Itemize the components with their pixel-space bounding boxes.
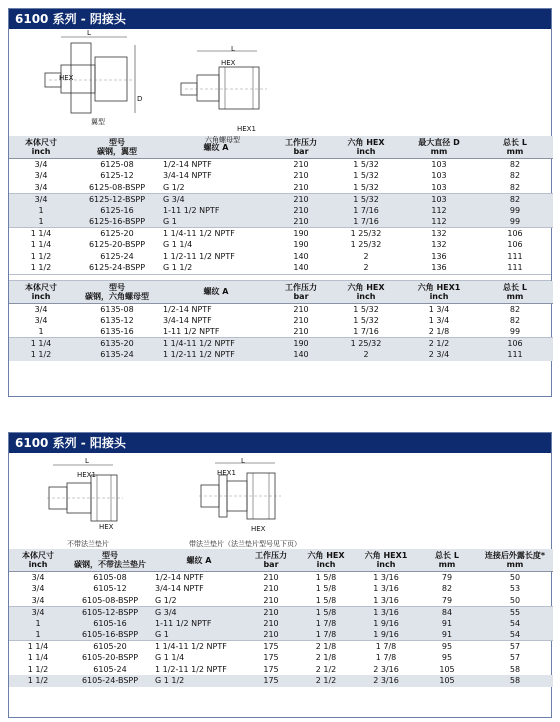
column-header-line: bar	[263, 560, 279, 569]
table-cell: 112	[401, 205, 477, 217]
table-row	[9, 228, 553, 240]
table-cell: 3/4-14 NPTF	[155, 584, 204, 594]
table-row	[9, 303, 553, 315]
table-cell: 1 5/32	[353, 304, 379, 314]
table-cell: 1 1/4	[9, 228, 73, 240]
table-cell: 6105-12	[93, 584, 127, 594]
table-cell: 99	[477, 216, 553, 228]
table-cell: 1 9/16	[355, 629, 417, 641]
table-cell: 6125-24	[100, 251, 134, 261]
table-cell: 1 1/4-11 1/2 NPTF	[153, 641, 245, 653]
table-cell: 2	[363, 263, 369, 273]
hex1-label: HEX1	[77, 471, 96, 479]
table-cell: 54	[477, 629, 553, 641]
table-cell: 210	[263, 584, 279, 594]
column-header-line: inch	[356, 291, 376, 301]
table-row	[9, 349, 553, 361]
table-cell: 136	[431, 251, 447, 261]
table-cell: 6135-12	[100, 315, 134, 325]
table-cell: 3/4	[9, 606, 67, 618]
table-cell: 132	[401, 228, 477, 240]
column-header	[331, 281, 401, 304]
table-cell: 3/4	[34, 182, 48, 192]
l-label: L	[241, 457, 245, 465]
column-header-line: 总长 L	[435, 551, 459, 560]
table-cell: 1 5/8	[297, 606, 355, 618]
table-cell: 1 5/32	[353, 171, 379, 181]
table-cell: 82	[441, 584, 453, 594]
column-header	[9, 549, 67, 572]
column-header-line: 碳钢，翼型	[97, 147, 137, 156]
column-header-line: 碳钢，六角螺母型	[85, 291, 149, 301]
table-cell: 6135-24	[73, 349, 161, 361]
table-cell: 91	[417, 618, 477, 630]
table-cell: 3/4	[31, 595, 45, 605]
column-header	[417, 549, 477, 572]
table-cell: 58	[509, 664, 521, 674]
table-cell: 6105-16-BSPP	[67, 629, 153, 641]
table-cell: 210	[245, 618, 297, 630]
table-cell: 175	[245, 641, 297, 653]
table-row	[9, 216, 553, 228]
wing-type-caption: 翼型	[91, 118, 105, 126]
table-cell: 3/4	[31, 584, 45, 594]
table-cell: 1 1/4	[9, 338, 73, 350]
table-cell: 1 1/2	[9, 349, 73, 361]
table-cell: 210	[293, 315, 309, 325]
table-cell: 1 3/16	[373, 595, 399, 605]
column-header	[153, 549, 245, 572]
column-header-line: 本体尺寸	[22, 551, 54, 560]
table-cell: 54	[477, 618, 553, 630]
table-row	[9, 338, 553, 350]
column-header	[161, 281, 271, 304]
column-header-line: 碳钢，不带法兰垫片	[74, 560, 146, 569]
female-coupler-panel	[8, 8, 552, 397]
table-row	[9, 572, 553, 584]
column-header	[9, 136, 73, 159]
table-cell: 1-11 1/2 NPTF	[161, 205, 271, 217]
table-cell: 1	[38, 327, 44, 336]
column-header-line: inch	[356, 147, 376, 156]
table-cell: 210	[263, 595, 279, 605]
table-cell: 1 1/2-11 1/2 NPTF	[163, 251, 235, 261]
column-header-line: inch	[31, 291, 51, 301]
table-cell: 1 7/8	[297, 618, 355, 630]
table-cell: 6125-12	[100, 171, 134, 181]
column-header	[331, 136, 401, 159]
column-header-line: 总长 L	[503, 282, 527, 292]
column-header	[477, 136, 553, 159]
column-header	[73, 136, 161, 159]
wing-type-table	[9, 136, 553, 274]
table-cell: 1 1/2	[9, 675, 67, 687]
column-header-line: mm	[438, 560, 456, 569]
section-title: 6100 系列 - 阳接头	[9, 433, 551, 453]
diagram-area	[9, 453, 551, 549]
table-cell: G 1	[153, 629, 245, 641]
table-cell: 210	[245, 606, 297, 618]
table-cell: 106	[507, 240, 523, 250]
hex1-label: HEX1	[237, 125, 256, 133]
table-cell: 1 1/4	[27, 653, 49, 663]
column-header-line: 本体尺寸	[25, 282, 57, 292]
table-cell: 2 3/4	[401, 349, 477, 361]
table-cell: 1	[9, 205, 73, 217]
table-cell: 2	[331, 349, 401, 361]
table-cell: 82	[509, 182, 521, 192]
table-cell: 1 1/2	[30, 263, 52, 273]
table-row	[9, 205, 553, 217]
table-cell: 82	[509, 304, 521, 314]
column-header-line: 六角 HEX	[347, 282, 385, 292]
table-cell: 1 5/32	[353, 182, 379, 192]
table-cell: G 3/4	[153, 606, 245, 618]
table-cell: 82	[509, 160, 521, 169]
table-cell: 6105-08	[93, 573, 127, 582]
table-cell: 1-11 1/2 NPTF	[153, 618, 245, 630]
table-row	[9, 595, 553, 607]
table-cell: 190	[271, 228, 331, 240]
table-cell: 140	[271, 349, 331, 361]
table-cell: 1 5/8	[315, 584, 337, 594]
table-cell: 1 7/8	[375, 653, 397, 663]
table-cell: G 1 1/2	[163, 263, 193, 273]
column-header	[477, 549, 553, 572]
table-cell: 82	[509, 171, 521, 181]
l-label: L	[85, 457, 89, 465]
table-cell: G 1/2	[163, 182, 185, 192]
column-header-line: inch	[376, 560, 396, 569]
column-header-line: 型号	[109, 282, 125, 292]
hex-label: HEX	[99, 523, 114, 531]
table-cell: 6135-16	[100, 327, 134, 336]
hex-nut-type-caption: 六角螺母型	[205, 136, 240, 144]
column-header-line: inch	[31, 147, 51, 156]
table-row	[9, 629, 553, 641]
table-cell: 105	[417, 675, 477, 687]
table-cell: 99	[509, 327, 521, 336]
table-cell: 210	[271, 216, 331, 228]
table-cell: 1 5/8	[315, 595, 337, 605]
table-cell: 210	[293, 160, 309, 169]
column-header-line: 连接后外露长度*	[484, 551, 546, 560]
table-cell: 2 1/8	[297, 641, 355, 653]
table-cell: G 1/2	[155, 595, 177, 605]
table-cell: 84	[417, 606, 477, 618]
table-cell: 1/2-14 NPTF	[163, 304, 212, 314]
table-cell: 57	[477, 641, 553, 653]
table-cell: 1 1/4	[30, 240, 52, 250]
wing-type-diagram	[39, 31, 149, 126]
table-cell: 1 3/16	[373, 573, 399, 582]
column-header	[401, 136, 477, 159]
column-header	[297, 549, 355, 572]
table-cell: 1 5/32	[353, 315, 379, 325]
table-cell: 6125-20-BSPP	[88, 240, 146, 250]
table-cell: 3/4	[34, 160, 48, 169]
column-header-line: mm	[506, 147, 524, 156]
table-cell: 2 3/16	[373, 664, 399, 674]
table-cell: 103	[431, 182, 447, 192]
table-row	[9, 251, 553, 263]
table-row	[9, 239, 553, 251]
table-cell: G 1 1/4	[155, 653, 185, 663]
column-header-line: 工作压力	[255, 551, 287, 560]
table-cell: 6105-16	[67, 618, 153, 630]
column-header	[477, 281, 553, 304]
table-cell: 175	[263, 653, 279, 663]
table-cell: 58	[477, 675, 553, 687]
table-cell: 6125-16	[73, 205, 161, 217]
table-cell: 210	[263, 573, 279, 582]
table-cell: 50	[509, 595, 521, 605]
l-label: L	[87, 29, 91, 37]
column-header-line: 螺纹 A	[203, 287, 229, 296]
table-row	[9, 606, 553, 618]
table-cell: 6105-20-BSPP	[81, 653, 139, 663]
column-header-line: mm	[506, 291, 524, 301]
table-cell: 1 25/32	[350, 240, 382, 250]
table-cell: 6105-24	[93, 664, 127, 674]
column-header	[67, 549, 153, 572]
column-header-line: inch	[28, 560, 48, 569]
table-row	[9, 193, 553, 205]
table-cell: 6125-12-BSPP	[73, 193, 161, 205]
table-cell: 1 3/4	[428, 304, 450, 314]
table-cell: 1 3/4	[428, 315, 450, 325]
table-cell: 210	[271, 205, 331, 217]
column-header-line: 六角 HEX	[347, 138, 385, 147]
table-cell: G 1	[161, 216, 271, 228]
table-cell: 6125-20	[73, 228, 161, 240]
table-cell: 6135-20	[73, 338, 161, 350]
with-flange-diagram	[195, 459, 285, 531]
hex-nut-type-table	[9, 281, 553, 361]
table-cell: 210	[293, 171, 309, 181]
column-header	[245, 549, 297, 572]
table-cell: 50	[509, 573, 521, 582]
column-header	[271, 281, 331, 304]
column-header-line: 型号	[102, 551, 118, 560]
table-cell: 190	[293, 240, 309, 250]
table-cell: 190	[271, 338, 331, 350]
column-header	[401, 281, 477, 304]
without-flange-caption: 不带法兰垫片	[67, 540, 109, 548]
male-coupler-table	[9, 549, 553, 687]
table-cell: 175	[245, 675, 297, 687]
table-cell: 1 5/8	[315, 573, 337, 582]
table-cell: 1 25/32	[331, 228, 401, 240]
table-cell: 175	[263, 664, 279, 674]
column-header-line: 六角 HEX1	[364, 551, 408, 560]
table-cell: 2 1/2	[315, 664, 337, 674]
table-cell: 106	[477, 228, 553, 240]
table-cell: 1/2-14 NPTF	[163, 160, 212, 169]
table-cell: 95	[417, 641, 477, 653]
column-header-line: 最大直径 D	[418, 138, 460, 147]
table-row	[9, 641, 553, 653]
table-row	[9, 262, 553, 274]
column-header	[73, 281, 161, 304]
table-cell: 3/4	[34, 304, 48, 314]
table-row	[9, 675, 553, 687]
table-cell: 1 1/4-11 1/2 NPTF	[161, 228, 271, 240]
table-cell: 6135-08	[100, 304, 134, 314]
table-cell: 106	[477, 338, 553, 350]
table-cell: 1 9/16	[355, 618, 417, 630]
table-cell: 111	[507, 251, 523, 261]
table-row	[9, 170, 553, 182]
column-header-line: 六角 HEX	[307, 551, 345, 560]
column-header	[271, 136, 331, 159]
column-header-line: 总长 L	[503, 138, 527, 147]
table-cell: 79	[441, 573, 453, 582]
table-cell: 95	[441, 653, 453, 663]
table-cell: 1 1/2-11 1/2 NPTF	[161, 349, 271, 361]
table-cell: 1 5/32	[353, 160, 379, 169]
hex-label: HEX	[221, 59, 236, 67]
column-header-line: 螺纹 A	[203, 142, 229, 152]
table-cell: 3/4	[9, 193, 73, 205]
table-row	[9, 326, 553, 338]
column-header-line: 工作压力	[285, 282, 317, 292]
table-cell: 1 7/16	[353, 327, 379, 336]
table-cell: 1	[9, 216, 73, 228]
table-row	[9, 618, 553, 630]
d-label: D	[137, 95, 143, 103]
l-label: L	[231, 45, 235, 53]
table-row	[9, 583, 553, 595]
section-title: 6100 系列 - 阴接头	[9, 9, 551, 29]
table-row	[9, 652, 553, 664]
table-cell: 1 3/16	[355, 606, 417, 618]
table-cell: 1 1/2-11 1/2 NPTF	[155, 664, 227, 674]
table-cell: 1 3/16	[373, 584, 399, 594]
table-cell: 1 1/2	[30, 251, 52, 261]
table-gap	[9, 274, 551, 281]
column-header-line: bar	[293, 147, 309, 156]
table-cell: 140	[293, 263, 309, 273]
table-cell: 1 7/8	[355, 641, 417, 653]
male-coupler-panel	[8, 432, 552, 718]
table-cell: 6105-20	[67, 641, 153, 653]
table-cell: 1 7/8	[297, 629, 355, 641]
table-cell: 210	[293, 304, 309, 314]
column-header-line: mm	[430, 147, 448, 156]
column-header-line: bar	[293, 291, 309, 301]
table-cell: 132	[431, 240, 447, 250]
column-header-line: 六角 HEX1	[417, 282, 461, 292]
table-cell: 1 7/16	[331, 205, 401, 217]
table-cell: 82	[509, 315, 521, 325]
table-cell: 1	[9, 618, 67, 630]
column-header-line: inch	[429, 291, 449, 301]
column-header	[355, 549, 417, 572]
column-header-line: 型号	[109, 138, 125, 147]
table-cell: 6125-16-BSPP	[73, 216, 161, 228]
table-cell: 111	[477, 349, 553, 361]
table-cell: 210	[271, 193, 331, 205]
table-cell: 1	[9, 629, 67, 641]
table-cell: G 1 1/4	[163, 240, 193, 250]
table-cell: 103	[401, 193, 477, 205]
table-cell: 3/4	[34, 171, 48, 181]
table-cell: 1/2-14 NPTF	[155, 573, 204, 582]
table-cell: 53	[509, 584, 521, 594]
table-cell: 1 1/4	[9, 641, 67, 653]
column-header-line: mm	[506, 560, 524, 569]
table-row	[9, 182, 553, 194]
column-header	[9, 281, 73, 304]
table-row	[9, 315, 553, 327]
table-cell: 99	[477, 205, 553, 217]
table-cell: 6105-08-BSPP	[81, 595, 139, 605]
column-header-line: 螺纹 A	[186, 555, 212, 565]
table-cell: 2 3/16	[355, 675, 417, 687]
table-cell: 111	[507, 263, 523, 273]
table-cell: 6125-08-BSPP	[88, 182, 146, 192]
table-cell: 103	[431, 160, 447, 169]
column-header-line: 本体尺寸	[25, 138, 57, 147]
table-cell: G 1 1/2	[153, 675, 245, 687]
hex1-label: HEX1	[217, 469, 236, 477]
table-cell: 57	[509, 653, 521, 663]
table-cell: 210	[245, 629, 297, 641]
table-cell: 3/4-14 NPTF	[163, 171, 212, 181]
table-cell: 6125-24-BSPP	[88, 263, 146, 273]
table-cell: 3/4	[34, 315, 48, 325]
table-cell: 140	[293, 251, 309, 261]
table-cell: 6125-08	[100, 160, 134, 169]
hex-label: HEX	[59, 74, 74, 82]
table-cell: 112	[401, 216, 477, 228]
table-cell: 1 5/32	[331, 193, 401, 205]
table-cell: 1 7/16	[331, 216, 401, 228]
table-cell: 2 1/2	[401, 338, 477, 350]
table-cell: 210	[293, 182, 309, 192]
table-cell: 79	[441, 595, 453, 605]
table-cell: 6105-24-BSPP	[67, 675, 153, 687]
table-cell: 6105-12-BSPP	[67, 606, 153, 618]
table-cell: 1-11 1/2 NPTF	[163, 327, 220, 336]
table-cell: 1 1/4-11 1/2 NPTF	[161, 338, 271, 350]
with-flange-caption: 带法兰垫片（法兰垫片型号见下页）	[189, 540, 301, 548]
column-header-line: 工作压力	[285, 138, 317, 147]
column-header-line: inch	[316, 560, 336, 569]
table-cell: 2	[363, 251, 369, 261]
table-row	[9, 159, 553, 171]
table-cell: 3/4-14 NPTF	[163, 315, 212, 325]
table-cell: 136	[431, 263, 447, 273]
table-cell: 2 1/8	[315, 653, 337, 663]
table-cell: G 3/4	[161, 193, 271, 205]
table-cell: 103	[431, 171, 447, 181]
table-cell: 55	[477, 606, 553, 618]
table-cell: 1 1/2	[27, 664, 49, 674]
table-cell: 3/4	[31, 573, 45, 582]
hex-label: HEX	[251, 525, 266, 533]
table-cell: 91	[417, 629, 477, 641]
table-cell: 2 1/8	[428, 327, 450, 336]
table-row	[9, 664, 553, 676]
table-cell: 2 1/2	[297, 675, 355, 687]
table-cell: 105	[439, 664, 455, 674]
table-cell: 210	[293, 327, 309, 336]
table-cell: 1 25/32	[331, 338, 401, 350]
table-cell: 82	[477, 193, 553, 205]
